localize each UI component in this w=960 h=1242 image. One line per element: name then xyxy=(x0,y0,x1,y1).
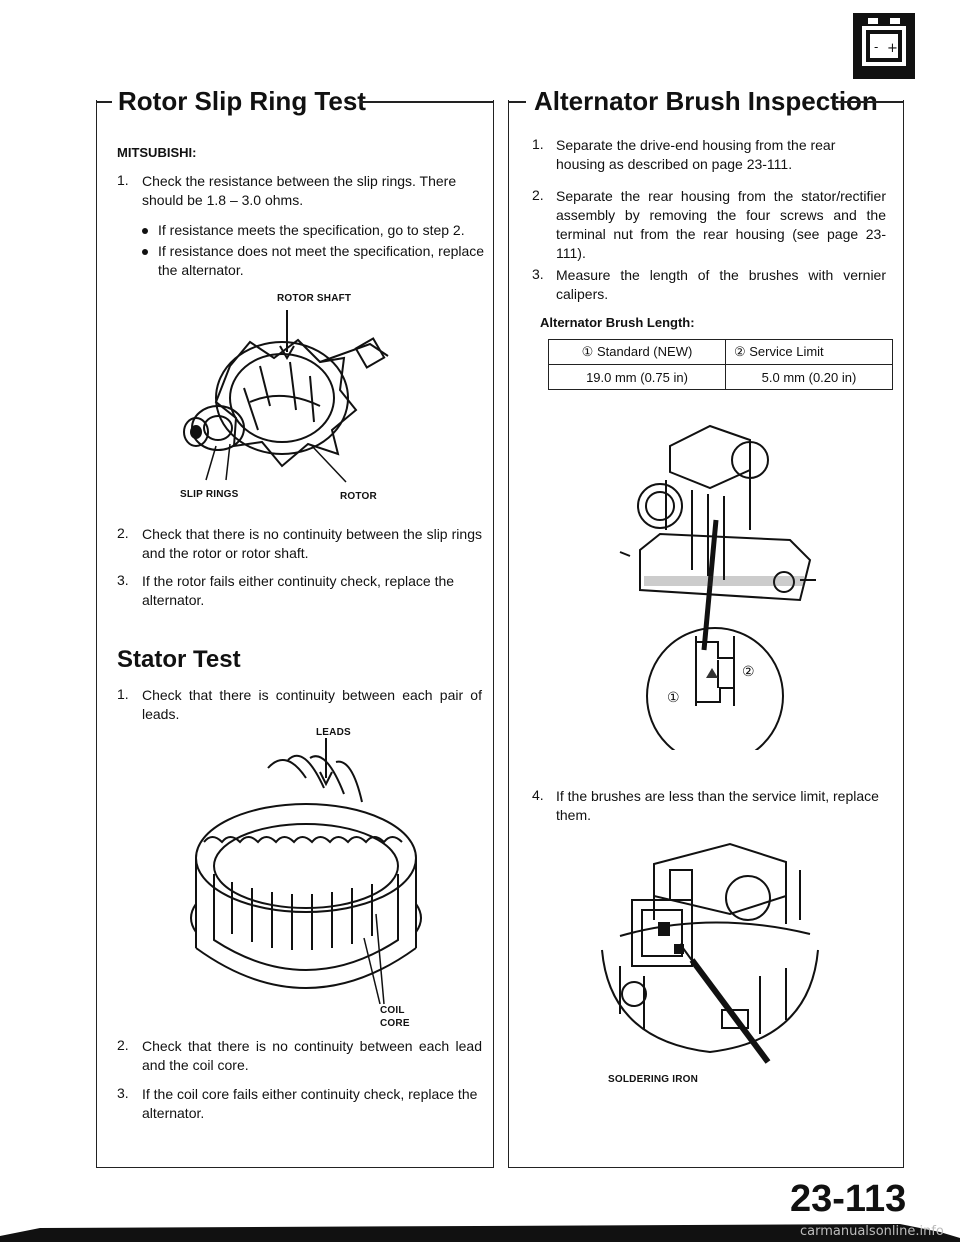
brush-step3-number: 3. xyxy=(532,266,544,282)
soldering-iron-label: SOLDERING IRON xyxy=(608,1074,699,1085)
table-value-limit: 5.0 mm (0.20 in) xyxy=(726,365,893,390)
step3-text: If the rotor fails either continuity check, replace the alternator. xyxy=(142,573,455,608)
coil-label: COIL xyxy=(380,1005,405,1016)
bullet-pass xyxy=(142,221,487,240)
brush-step4-text: If the brushes are less than the service limit, replace them. xyxy=(556,788,879,823)
right-header-rule-right xyxy=(836,101,904,103)
rotor-slip-ring-title: Rotor Slip Ring Test xyxy=(118,86,366,116)
svg-text:-: - xyxy=(874,40,879,54)
rotor-shaft-label: ROTOR SHAFT xyxy=(277,293,352,304)
stator-test-title: Stator Test xyxy=(117,646,241,673)
step1-number: 1. xyxy=(117,172,129,188)
bullet-fail-text: If resistance does not meet the specification, replace the alternator. xyxy=(158,243,485,278)
table-value-standard: 19.0 mm (0.75 in) xyxy=(549,365,726,390)
brush-holder-illustration xyxy=(600,410,860,750)
brush-step1-number: 1. xyxy=(532,136,544,152)
bullet-dot xyxy=(142,228,148,234)
bullet-fail xyxy=(142,242,503,280)
table-row xyxy=(549,365,893,390)
leads-label: LEADS xyxy=(316,727,351,738)
brush-step2-text: Separate the rear housing from the stator/rectifier assembly by removing the four screws and the terminal nut from the rear housing (see page 23-111). xyxy=(556,188,886,261)
model-label: MITSUBISHI: xyxy=(117,145,197,160)
core-label: CORE xyxy=(380,1018,410,1029)
stator-step3-number: 3. xyxy=(117,1085,129,1101)
brush-step2-number: 2. xyxy=(532,187,544,203)
left-header-rule-left xyxy=(96,101,112,103)
step3-number: 3. xyxy=(117,572,129,588)
battery-icon xyxy=(852,12,916,80)
brush-length-title: Alternator Brush Length: xyxy=(540,315,695,330)
bullet-dot xyxy=(142,249,148,255)
right-header-rule-left xyxy=(508,101,526,103)
brush-step3-text: Measure the length of the brushes with vernier calipers. xyxy=(556,267,886,302)
callout-standard: ① xyxy=(667,689,680,705)
table-header-limit: ② Service Limit xyxy=(726,340,893,365)
table-header-standard: ① Standard (NEW) xyxy=(549,340,726,365)
step1-text: Check the resistance between the slip rings. There should be 1.8 – 3.0 ohms. xyxy=(142,173,457,208)
stator-step2-text: Check that there is no continuity between each lead and the coil core. xyxy=(142,1038,482,1073)
rotor-label: ROTOR xyxy=(340,491,377,502)
brush-step1-text: Separate the drive-end housing from the rear housing as described on page 23-111. xyxy=(556,137,836,172)
stator-illustration xyxy=(176,738,436,1008)
stator-step2-number: 2. xyxy=(117,1037,129,1053)
svg-text:+: + xyxy=(887,41,898,56)
soldering-illustration xyxy=(580,840,840,1070)
step2-text: Check that there is no continuity between the slip rings and the rotor or rotor shaft. xyxy=(142,526,482,561)
stator-step1-number: 1. xyxy=(117,686,129,702)
table-row xyxy=(549,340,893,365)
rotor-illustration xyxy=(170,306,400,486)
footer-watermark: carmanualsonline.info xyxy=(800,1224,944,1239)
stator-step3-text: If the coil core fails either continuity check, replace the alternator. xyxy=(142,1086,478,1121)
brush-length-table xyxy=(548,339,893,390)
stator-step1-text: Check that there is continuity between each pair of leads. xyxy=(142,687,482,722)
brush-step4-number: 4. xyxy=(532,787,544,803)
step2-number: 2. xyxy=(117,525,129,541)
brush-inspection-title: Alternator Brush Inspection xyxy=(534,86,878,116)
left-header-rule-right xyxy=(360,101,494,103)
page-number: 23-113 xyxy=(790,1178,907,1220)
bullet-pass-text: If resistance meets the specification, go to step 2. xyxy=(158,222,465,238)
callout-service-limit: ② xyxy=(742,663,755,679)
slip-rings-label: SLIP RINGS xyxy=(180,489,239,500)
